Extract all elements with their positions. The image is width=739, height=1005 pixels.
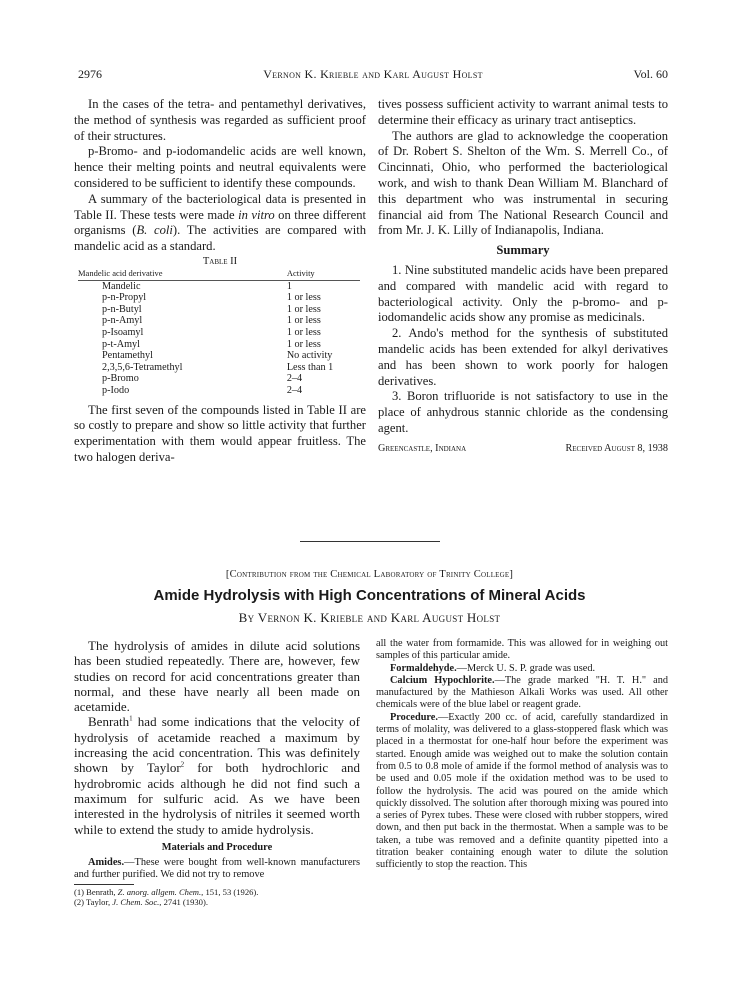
text-span: ). The activities are compared with mandelic acid as a standard. — [74, 223, 367, 254]
summary-item-2: 2. Ando's method for the synthesis of substituted mandelic acids has been extended for alkyl derivatives and has been shown to work poorly for halogen derivatives. — [378, 326, 668, 388]
table-row — [78, 373, 360, 385]
italic-span: J. Chem. Soc. — [112, 897, 160, 908]
text-span: —The grade marked "H. T. H." and manufactured by the Mathieson Alkali Works was used. All other chemicals were of the blue label or reagent grade. — [376, 674, 668, 711]
bottom-left-column — [74, 638, 360, 908]
text-span: (2) Taylor, — [74, 897, 113, 908]
footnote-ref: 2 — [180, 761, 185, 770]
paragraph-formaldehyde — [376, 663, 668, 675]
table-row — [78, 315, 360, 327]
table-header-activity: Activity — [287, 268, 360, 280]
section-divider — [300, 541, 440, 542]
table-cell-activity: Less than 1 — [286, 361, 334, 373]
table-row — [78, 362, 360, 374]
table-cell-derivative: p-Isoamyl — [102, 326, 144, 338]
table-cell-derivative: 2,3,5,6-Tetramethyl — [102, 361, 183, 373]
text-span: , 151, 53 (1926). — [201, 886, 259, 897]
bottom-right-column — [376, 638, 668, 872]
text-span: —Merck U. S. P. grade was used. — [456, 662, 596, 674]
text-span: —These were bought from well-known manufacturers and further purified. We did not try to remove — [74, 857, 360, 881]
table-cell-activity: 2–4 — [286, 384, 303, 396]
bacteriological-table — [78, 268, 360, 397]
paragraph-continuation: tives possess sufficient activity to warrant animal tests to determine their efficacy as urinary tract antiseptics. — [378, 97, 668, 127]
table-cell-activity: 1 or less — [286, 292, 321, 304]
paragraph-amides — [74, 857, 360, 882]
run-in-heading: Procedure. — [390, 711, 438, 723]
top-left-column — [74, 97, 366, 466]
text-span: had some indications that the velocity of hydrolysis of acetamide reached a maximum by increasing the acid concentration. This was definitely shown by Taylor — [74, 714, 360, 776]
running-head-authors: Vernon K. Krieble and Karl August Holst — [263, 67, 483, 81]
footnote-rule — [74, 884, 134, 885]
text-span: , 2741 (1930). — [159, 897, 208, 908]
footnote-1 — [74, 887, 360, 898]
italic-span: B. coli — [136, 223, 173, 238]
table-cell-activity: 1 or less — [286, 303, 321, 315]
table-body — [78, 280, 360, 396]
paragraph-introduction: The hydrolysis of amides in dilute acid solutions has been studied repeatedly. There are, however, few studies on record for acid concentrations greater than normal, and these have nearly all been made on acetamide. — [74, 638, 360, 715]
table-cell-derivative: p-Iodo — [102, 384, 130, 396]
table-cell-derivative: Mandelic — [102, 280, 141, 292]
table-cell-activity: 1 — [286, 280, 292, 292]
article-title: Amide Hydrolysis with High Concentrations of Mineral Acids — [153, 587, 586, 604]
table-row — [78, 280, 360, 292]
table-row — [78, 350, 360, 362]
summary-item-3: 3. Boron trifluoride is not satisfactory to use in the place of anhydrous stannic chloride as the condensing agent. — [378, 389, 668, 435]
table-cell-activity: 1 or less — [286, 338, 321, 350]
italic-span: Z. anorg. allgem. Chem. — [117, 886, 202, 897]
table-row — [78, 385, 360, 397]
paragraph-calcium-hypochlorite — [376, 675, 668, 712]
paragraph-benrath — [74, 714, 360, 836]
text-span: for both hydrochloric and hydrobromic acids although he did not find such a maximum for sulfuric acid. As we have been interested in the hydrolysis of nitriles it seemed worth while to extend the study to amide hydrolysis. — [74, 760, 360, 837]
paragraph-bacteriological-summary — [74, 192, 366, 255]
table-cell-activity: 2–4 — [286, 373, 303, 385]
signoff-line — [378, 441, 668, 455]
paragraph-costly-compounds: The first seven of the compounds listed in Table II are so costly to prepare and show so little activity that further experimentation with them would appear fruitless. The two halogen deriva- — [74, 402, 366, 464]
paragraph-procedure — [376, 712, 668, 872]
article-byline: By Vernon K. Krieble and Karl August Holst — [238, 610, 501, 625]
footnote-ref: 1 — [129, 715, 133, 724]
table-cell-derivative: p-n-Amyl — [102, 315, 143, 327]
table-cell-derivative: p-n-Propyl — [102, 292, 147, 304]
table-title: Table II — [202, 255, 238, 267]
summary-heading: Summary — [496, 243, 550, 258]
table-cell-derivative: p-t-Amyl — [102, 338, 140, 350]
signoff-received: Received August 8, 1938 — [565, 442, 668, 454]
text-span: A summary of the bacteriological data is presented in Table II. These tests were made — [74, 191, 366, 222]
paragraph-formamide: all the water from formamide. This was allowed for in weighing out samples of this particular amide. — [376, 638, 668, 662]
section-heading-materials: Materials and Procedure — [161, 841, 273, 853]
summary-item-1: 1. Nine substituted mandelic acids have been prepared and compared with mandelic acid with regard to bacteriological activity. Only the p-bromo- and p-iodomandelic acids show any promise as medicinals. — [378, 262, 668, 325]
text-span: —Exactly 200 cc. of acid, carefully standardized in terms of molality, was delivered to a glass-stoppered flask which was placed in a thermostat for one-half hour before the experiment was started. Enough amide was weighed out to make the solution contain from 0.5 to 0.8 mole of amide if the formol method of analysis was to be used and 0.05 mole if the oxidation method was to be used to follow the hydrolysis. The acid was poured on the amide which quickly dissolved. The solution after thorough mixing was poured into a series of Pyrex tubes. These were closed with rubber stoppers, wired down, and then put back in the thermostat. When a sample was to be taken, a tube was removed and a definite quantity pipetted into a titration beaker containing enough water to dilute the solution sufficiently to stop the reaction. This — [376, 711, 668, 871]
table-cell-activity: 1 or less — [286, 315, 321, 327]
run-in-heading: Formaldehyde. — [390, 662, 457, 674]
table-cell-activity: 1 or less — [286, 326, 321, 338]
paragraph-halogen-acids: p-Bromo- and p-iodomandelic acids are well known, hence their melting points and neutral equivalents were considered to be sufficient to identify these compounds. — [74, 144, 366, 190]
italic-span: in vitro — [238, 207, 275, 222]
table-row — [78, 304, 360, 316]
run-in-heading: Amides. — [88, 857, 125, 869]
table-cell-activity: No activity — [286, 350, 333, 362]
signoff-place: Greencastle, Indiana — [378, 442, 467, 454]
running-head — [78, 67, 668, 83]
paragraph-derivatives: In the cases of the tetra- and pentamethyl derivatives, the method of synthesis was regarded as sufficient proof of their structures. — [74, 97, 366, 143]
text-span: Benrath — [88, 714, 130, 730]
run-in-heading: Calcium Hypochlorite. — [390, 674, 495, 686]
page-number: 2976 — [78, 67, 102, 81]
table-cell-derivative: p-n-Butyl — [102, 303, 142, 315]
top-right-column — [378, 97, 668, 455]
text-span: (1) Benrath, — [74, 886, 118, 897]
paragraph-acknowledgment: The authors are glad to acknowledge the cooperation of Dr. Robert S. Shelton of the Wm. S. Merrell Co., of Cincinnati, Ohio, who performed the bacteriological work, and wish to thank Dean William M. Blanchard of this department who was instrumental in securing financial aid from The National Research Council and from Mr. J. K. Lilly of Indianapolis, Indiana. — [378, 128, 668, 238]
table-cell-derivative: Pentamethyl — [102, 350, 153, 362]
text-span: on three different organisms ( — [74, 207, 366, 238]
table-header-derivative: Mandelic acid derivative — [78, 268, 287, 280]
volume-number: Vol. 60 — [633, 67, 668, 81]
table-row — [78, 292, 360, 304]
table-row — [78, 327, 360, 339]
table-cell-derivative: p-Bromo — [102, 373, 139, 385]
footnote-2 — [74, 897, 360, 908]
table-row — [78, 339, 360, 351]
contribution-line: [Contribution from the Chemical Laboratory of Trinity College] — [225, 569, 514, 580]
